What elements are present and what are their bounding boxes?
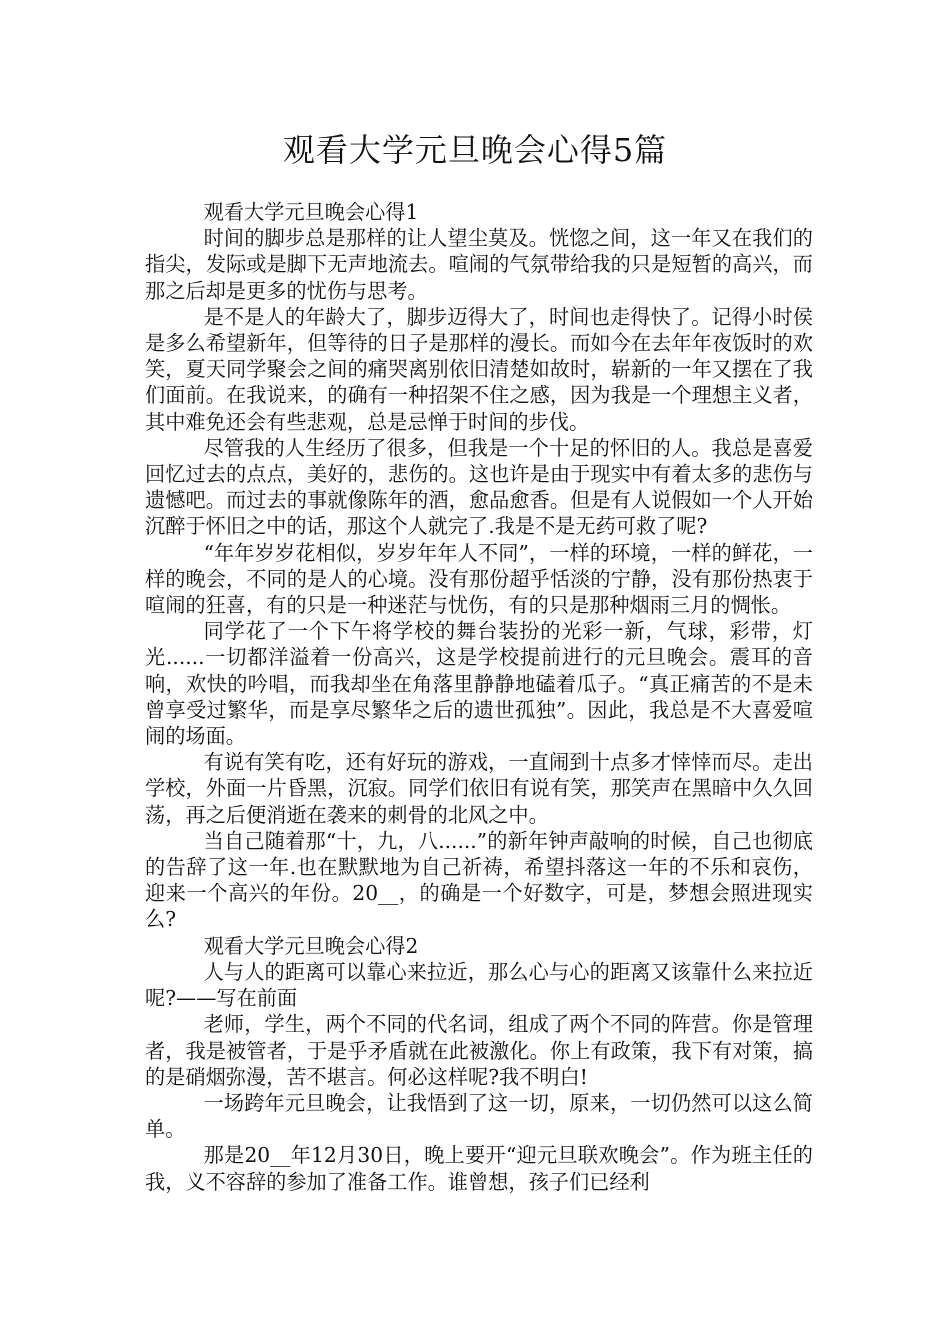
paragraph: 当自己随着那“十，九，八......”的新年钟声敲响的时候，自己也彻底的告辞了这一年.也在默默地为自己祈祷，希望抖落这一年的不乐和哀伤，迎来一个高兴的年份。20__，的确是一个好数字，可是，梦想会照进现实么? (145, 828, 813, 932)
paragraph: 时间的脚步总是那样的让人望尘莫及。恍惚之间，这一年又在我们的指尖，发际或是脚下无声地流去。喧闹的气氛带给我的只是短暂的高兴，而那之后却是更多的忧伤与思考。 (145, 226, 813, 303)
paragraph: 那是20__年12月30日，晚上要开“迎元旦联欢晚会”。作为班主任的我，义不容辞的参加了准备工作。谁曾想，孩子们已经利 (145, 1143, 813, 1194)
document-body (145, 199, 813, 1195)
paragraph: 有说有笑有吃，还有好玩的游戏，一直闹到十点多才悻悻而尽。走出学校，外面一片昏黑，沉寂。同学们依旧有说有笑，那笑声在黑暗中久久回荡，再之后便消逝在袭来的刺骨的北风之中。 (145, 750, 813, 827)
paragraph: 老师，学生，两个不同的代名词，组成了两个不同的阵营。你是管理者，我是被管者，于是乎矛盾就在此被激化。你上有政策，我下有对策，搞的是硝烟弥漫，苦不堪言。何必这样呢?我不明白! (145, 1012, 813, 1089)
section-heading-2: 观看大学元旦晚会心得2 (203, 933, 419, 958)
paragraph: 人与人的距离可以靠心来拉近，那么心与心的距离又该靠什么来拉近呢?——写在前面 (145, 959, 813, 1011)
paragraph: 一场跨年元旦晚会，让我悟到了这一切，原来，一切仍然可以这么简单。 (145, 1090, 813, 1142)
paragraph: 尽管我的人生经历了很多，但我是一个十足的怀旧的人。我总是喜爱回忆过去的点点，美好的，悲伤的。这也许是由于现实中有着太多的悲伤与遗憾吧。而过去的事就像陈年的酒，愈品愈香。但是有人说假如一个人开始沉醉于怀旧之中的话，那这个人就完了.我是不是无药可救了呢? (145, 435, 813, 539)
document-title: 观看大学元旦晚会心得5篇 (282, 131, 668, 169)
paragraph: “年年岁岁花相似，岁岁年年人不同”，一样的环境，一样的鲜花，一样的晚会，不同的是人的心境。没有那份超乎恬淡的宁静，没有那份热衷于喧闹的狂喜，有的只是一种迷茫与忧伤，有的只是那种烟雨三月的惆怅。 (145, 540, 813, 618)
paragraph: 是不是人的年龄大了，脚步迈得大了，时间也走得快了。记得小时侯是多么希望新年，但等待的日子是那样的漫长。而如今在去年年夜饭时的欢笑，夏天同学聚会之间的痛哭离别依旧清楚如故时，崭新的一年又摆在了我们面前。在我说来，的确有一种招架不住之感，因为我是一个理想主义者，其中难免还会有些悲观，总是忌惮于时间的步伐。 (145, 304, 813, 434)
section-heading-1: 观看大学元旦晚会心得1 (203, 200, 419, 224)
paragraph: 同学花了一个下午将学校的舞台装扮的光彩一新，气球，彩带，灯光......一切都洋溢着一份高兴，这是学校提前进行的元旦晚会。震耳的音响，欢快的吟唱，而我却坐在角落里静静地磕着瓜子。“真正痛苦的不是未曾享受过繁华，而是享尽繁华之后的遗世孤独”。因此，我总是不大喜爱喧闹的场面。 (145, 619, 813, 749)
